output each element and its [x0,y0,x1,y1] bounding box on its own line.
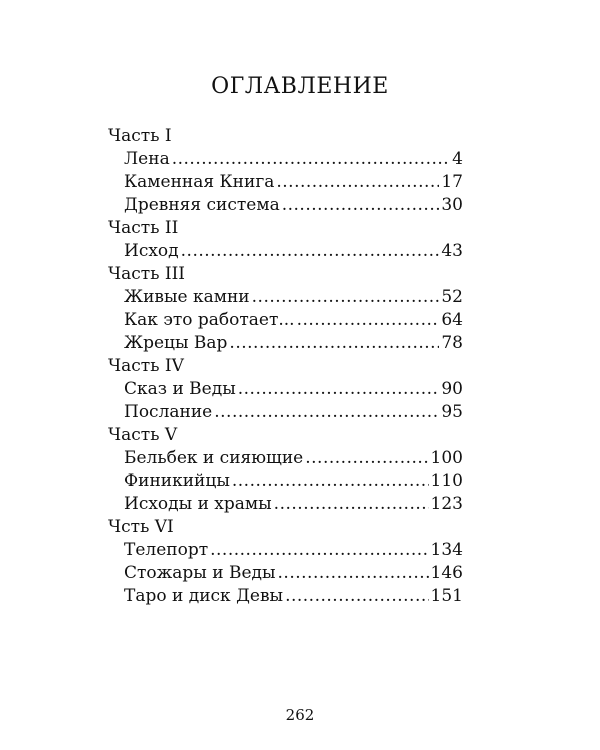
dot-leader [305,447,428,470]
dot-leader [252,286,440,309]
dot-leader [181,240,440,263]
dot-leader [214,401,439,424]
toc-entry-page: 110 [430,471,463,491]
toc-entry-title: Таро и диск Девы [124,586,284,606]
table-of-contents [108,125,463,608]
dot-leader [278,562,429,585]
toc-entry-page: 95 [441,402,463,422]
toc-entry-title: Сказ и Веды [124,379,236,399]
toc-entry [124,401,463,424]
toc-entry-title: Исход [124,241,179,261]
dot-leader [297,309,440,332]
dot-leader [210,539,428,562]
toc-part-heading: Часть II [108,218,179,238]
toc-entry [124,286,463,309]
toc-entry-page: 30 [441,195,463,215]
toc-entry [124,470,463,493]
toc-entry-title: Бельбек и сияющие [124,448,304,468]
toc-entry [124,332,463,355]
toc-entry-page: 52 [441,287,463,307]
toc-entry-page: 4 [452,149,463,169]
toc-entry-page: 90 [441,379,463,399]
dot-leader [172,148,450,171]
toc-entry [124,378,463,401]
dot-leader [238,378,440,401]
toc-entry-page: 43 [441,241,463,261]
toc-entry-title: Каменная Книга [124,172,275,192]
toc-entry-title: Живые камни [124,287,250,307]
toc-entry [124,171,463,194]
toc-entry-page: 100 [430,448,463,468]
toc-entry-page: 134 [430,540,463,560]
toc-part-heading: Чсть VI [108,517,174,537]
page-number: 262 [285,706,315,724]
toc-entry-title: Жрецы Вар [124,333,228,353]
dot-leader [285,585,428,608]
toc-entry-page: 17 [441,172,463,192]
toc-entry-title: Финикийцы [124,471,230,491]
toc-part-heading: Часть IV [108,356,184,376]
toc-entry-title: Телепорт [124,540,209,560]
toc-entry [124,539,463,562]
toc-entry-title: Древняя система [124,195,280,215]
toc-entry [124,148,463,171]
toc-entry-page: 64 [441,310,463,330]
toc-entry-title: Стожары и Веды [124,563,276,583]
toc-entry [124,585,463,608]
toc-entry-title: Лена [124,149,170,169]
toc-part-heading: Часть I [108,126,172,146]
toc-entry [124,309,463,332]
toc-entry [124,194,463,217]
toc-part-heading: Часть V [108,425,178,445]
toc-entry-title: Исходы и храмы [124,494,272,514]
toc-entry [124,240,463,263]
dot-leader [232,470,429,493]
toc-entry [124,493,463,516]
toc-entry-page: 151 [430,586,463,606]
toc-part-heading: Часть III [108,264,186,284]
dot-leader [274,493,429,516]
toc-entry [124,447,463,470]
page-title: ОГЛАВЛЕНИЕ [211,74,389,99]
toc-entry-title: Как это работает... [124,310,295,330]
dot-leader [276,171,439,194]
toc-entry-page: 123 [430,494,463,514]
dot-leader [229,332,439,355]
toc-entry-page: 78 [441,333,463,353]
toc-entry [124,562,463,585]
dot-leader [282,194,440,217]
toc-entry-page: 146 [430,563,463,583]
toc-entry-title: Послание [124,402,213,422]
